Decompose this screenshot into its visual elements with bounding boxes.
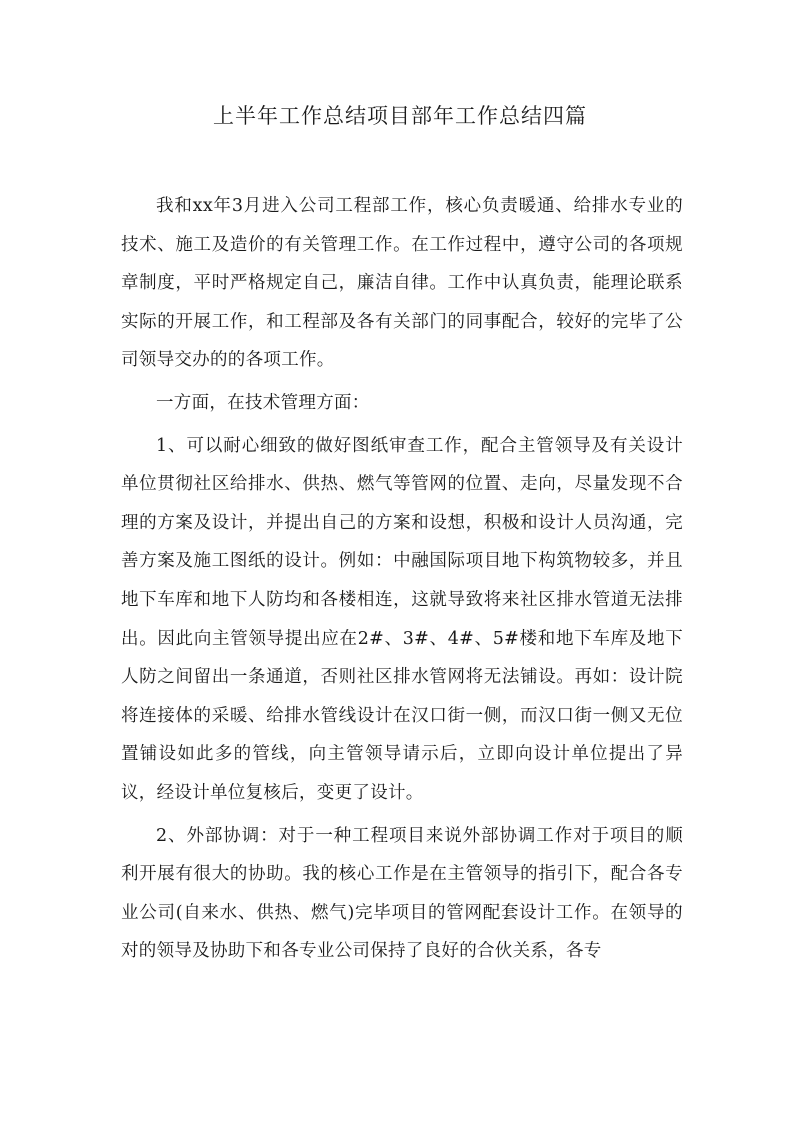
document-title: 上半年工作总结项目部年工作总结四篇 [213, 104, 587, 128]
paragraph-section-heading: 一方面，在技术管理方面： [156, 392, 370, 413]
paragraph-item-1: 1、可以耐心细致的做好图纸审查工作，配合主管领导及有关设计单位贯彻社区给排水、供热、燃气等管网的位置、走向，尽量发现不合理的方案及设计，并提出自己的方案和设想，积极和设计人员沟通，完善方案及施工图纸的设计。例如：中融国际项目地下构筑物较多，并且地下车库和地下人防均和各楼相连，这就导致将来社区排水管道无法排出。因此向主管领导提出应在2#、3#、4#、5#楼和地下车库及地下人防之间留出一条通道，否则社区排水管网将无法铺设。再如：设计院将连接体的采暖、给排水管线设计在汉口街一侧，而汉口街一侧又无位置铺设如此多的管线，向主管领导请示后，立即向设计单位提出了异议，经设计单位复核后，变更了设计。 [121, 435, 683, 803]
document-body [121, 187, 683, 975]
paragraph-item-2: 2、外部协调：对于一种工程项目来说外部协调工作对于项目的顺利开展有很大的协助。我的核心工作是在主管领导的指引下，配合各专业公司(自来水、供热、燃气)完毕项目的管网配套设计工作。在领导的对的领导及协助下和各专业公司保持了良好的合伙关系，各专 [121, 825, 683, 962]
paragraph-intro: 我和xx年3月进入公司工程部工作，核心负责暖通、给排水专业的技术、施工及造价的有关管理工作。在工作过程中，遵守公司的各项规章制度，平时严格规定自己，廉洁自律。工作中认真负责，能理论联系实际的开展工作，和工程部及各有关部门的同事配合，较好的完毕了公司领导交办的的各项工作。 [121, 196, 683, 371]
